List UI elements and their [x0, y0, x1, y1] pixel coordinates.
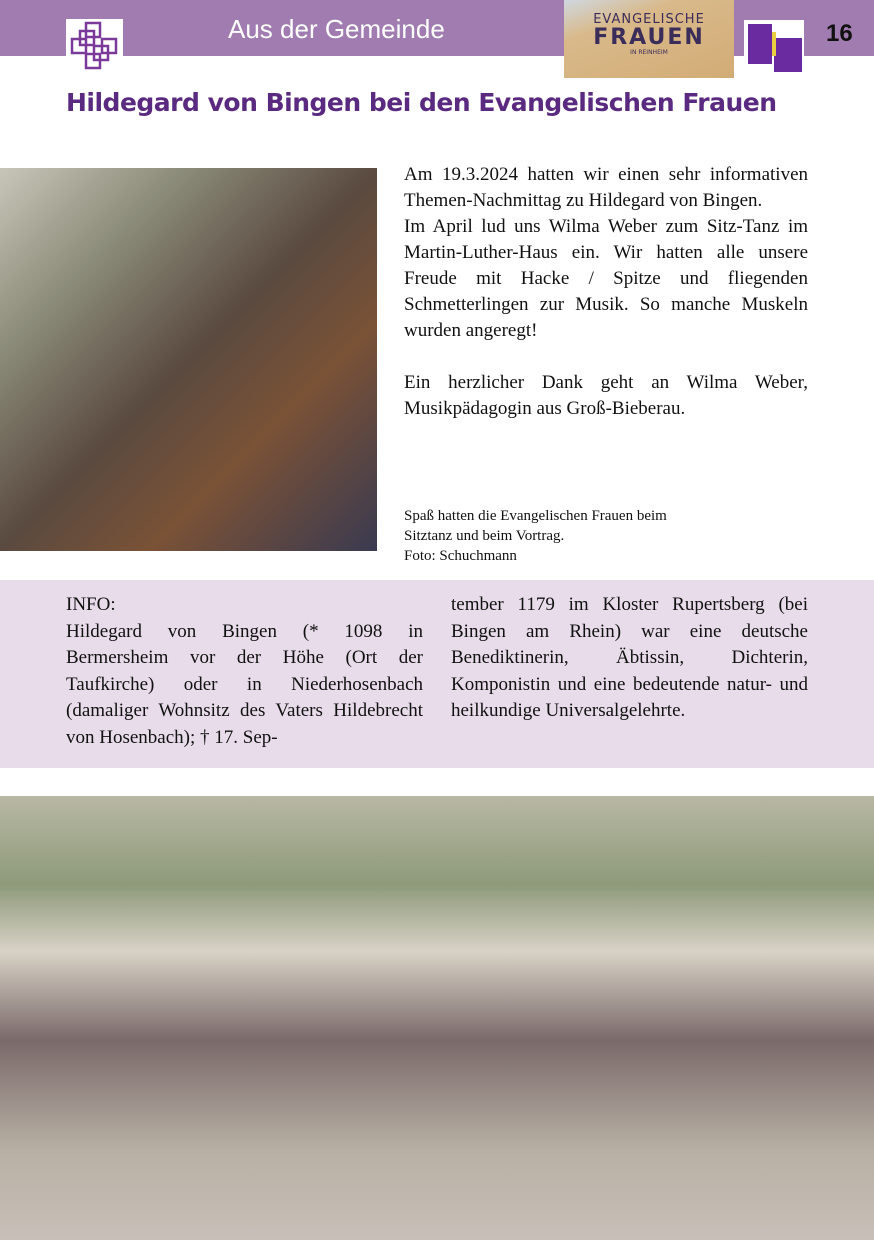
info-heading: INFO:: [66, 594, 116, 615]
church-cross-logo: [66, 19, 123, 72]
paragraph: Ein herzlicher Dank geht an Wilma Weber, Musikpädagogin aus Groß-Bieberau.: [404, 372, 808, 419]
photo-lecture: [0, 168, 377, 551]
article-body: [404, 162, 808, 422]
parish-logo: [744, 20, 804, 74]
info-column-2: tember 1179 im Kloster Rupertsberg (bei Bingen am Rhein) war eine deutsche Benediktinerin, Äbtissin, Dichterin, Komponistin und eine bedeutende natur- und heilkundige Universalgelehrte.: [451, 594, 808, 721]
photo-caption: Spaß hatten die Evangelischen Frauen beim Sitztanz und beim Vortrag. Foto: Schuchmann: [404, 508, 667, 564]
photo-seated-dance: [0, 796, 874, 1240]
section-title: Aus der Gemeinde: [228, 14, 445, 44]
article-title: Hildegard von Bingen bei den Evangelischen Frauen: [66, 88, 777, 117]
paragraph: Im April lud uns Wilma Weber zum Sitz-Tanz im Martin-Luther-Haus ein. Wir hatten alle unsere Freude mit Hacke / Spitze und fliegenden Schmetterlingen zur Musik. So manche Muskeln wurden angeregt!: [404, 216, 808, 341]
paragraph: Am 19.3.2024 hatten wir einen sehr informativen Themen-Nachmittag zu Hildegard von Bingen.: [404, 164, 808, 211]
page-number: 16: [826, 20, 853, 47]
evangelische-frauen-logo: EVANGELISCHE FRAUEN IN REINHEIM: [564, 0, 734, 78]
info-column-1: INFO: Hildegard von Bingen (* 1098 in Bermersheim vor der Höhe (Ort der Taufkirche) oder in Niederhosenbach (damaliger Wohnsitz des Vaters Hildebrecht von Hosenbach); † 17. Sep-: [66, 594, 423, 748]
